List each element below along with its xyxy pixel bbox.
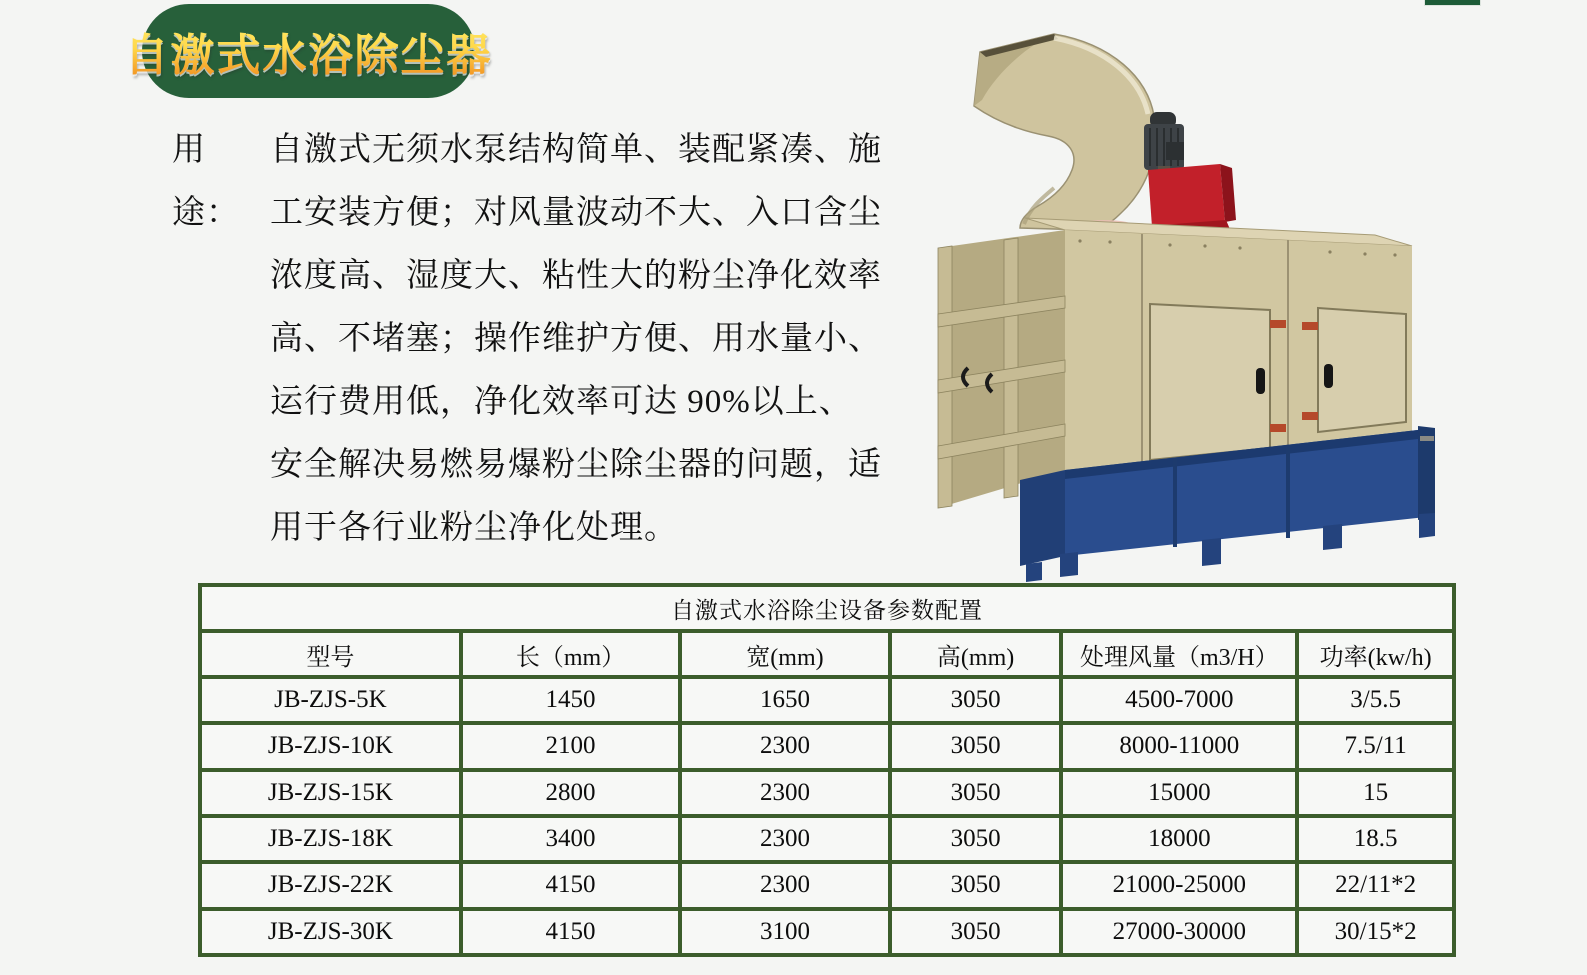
cell-model: JB-ZJS-15K [200, 770, 461, 816]
cell-model: JB-ZJS-18K [200, 816, 461, 862]
cell-model: JB-ZJS-22K [200, 862, 461, 908]
cell-length: 1450 [461, 677, 680, 723]
cell-width: 2300 [680, 862, 889, 908]
door-left-handle [1256, 368, 1265, 394]
cell-height: 3050 [890, 816, 1062, 862]
table-row [200, 723, 1454, 769]
cell-height: 3050 [890, 909, 1062, 955]
cell-length: 2100 [461, 723, 680, 769]
cell-length: 3400 [461, 816, 680, 862]
intro-line: 运行费用低，净化效率可达 90%以上、 [270, 384, 853, 420]
cell-length: 4150 [461, 862, 680, 908]
table-title-row [200, 585, 1454, 631]
cell-width: 2300 [680, 770, 889, 816]
table-header-row [200, 631, 1454, 677]
cell-height: 3050 [890, 862, 1062, 908]
column-header: 功率(kw/h) [1297, 631, 1454, 677]
hinge [1270, 424, 1286, 432]
table-row [200, 677, 1454, 723]
intro-line: 自激式无须水泵结构简单、装配紧凑、施 [270, 132, 882, 168]
table-row [200, 909, 1454, 955]
cell-airflow: 21000-25000 [1061, 862, 1297, 908]
title-badge [124, 4, 493, 98]
cell-width: 1650 [680, 677, 889, 723]
cell-model: JB-ZJS-10K [200, 723, 461, 769]
intro-line: 浓度高、湿度大、粘性大的粉尘净化效率 [270, 258, 882, 294]
table-row [200, 816, 1454, 862]
cell-width: 3100 [680, 909, 889, 955]
hinge [1302, 412, 1318, 420]
cell-height: 3050 [890, 723, 1062, 769]
cell-power: 3/5.5 [1297, 677, 1454, 723]
cell-power: 7.5/11 [1297, 723, 1454, 769]
cell-power: 18.5 [1297, 816, 1454, 862]
door-left [1150, 304, 1270, 460]
cell-airflow: 15000 [1061, 770, 1297, 816]
table-row [200, 770, 1454, 816]
tank-fitting [1420, 436, 1434, 441]
cell-height: 3050 [890, 770, 1062, 816]
column-header: 宽(mm) [680, 631, 889, 677]
table-title: 自激式水浴除尘设备参数配置 [200, 585, 1454, 631]
column-header: 处理风量（m3/H） [1061, 631, 1297, 677]
cell-model: JB-ZJS-30K [200, 909, 461, 955]
corner-accent-bar [1425, 0, 1480, 5]
cell-height: 3050 [890, 677, 1062, 723]
cell-airflow: 4500-7000 [1061, 677, 1297, 723]
cell-airflow: 8000-11000 [1061, 723, 1297, 769]
cell-airflow: 27000-30000 [1061, 909, 1297, 955]
cell-model: JB-ZJS-5K [200, 677, 461, 723]
intro-line: 用于各行业粉尘净化处理。 [270, 510, 678, 546]
hinge [1270, 320, 1286, 328]
column-header: 高(mm) [890, 631, 1062, 677]
door-right-handle [1324, 364, 1333, 388]
cell-power: 15 [1297, 770, 1454, 816]
intro-line: 安全解决易燃易爆粉尘除尘器的问题，适 [270, 447, 882, 483]
spec-table [198, 583, 1456, 957]
table-row [200, 862, 1454, 908]
intro-paragraph [172, 119, 892, 560]
intro-text [270, 119, 892, 560]
cell-width: 2300 [680, 723, 889, 769]
cell-power: 30/15*2 [1297, 909, 1454, 955]
cell-length: 2800 [461, 770, 680, 816]
column-header: 长（mm） [461, 631, 680, 677]
hinge [1302, 322, 1318, 330]
column-header: 型号 [200, 631, 461, 677]
product-photo [920, 8, 1510, 588]
intro-label: 用途： [172, 132, 240, 231]
cell-width: 2300 [680, 816, 889, 862]
exhaust-duct [974, 34, 1155, 230]
cell-length: 4150 [461, 909, 680, 955]
intro-line: 工安装方便；对风量波动不大、入口含尘 [270, 195, 882, 231]
page-title: 自激式水浴除尘器 [125, 19, 493, 83]
cell-airflow: 18000 [1061, 816, 1297, 862]
cell-power: 22/11*2 [1297, 862, 1454, 908]
intro-line: 高、不堵塞；操作维护方便、用水量小、 [270, 321, 882, 357]
